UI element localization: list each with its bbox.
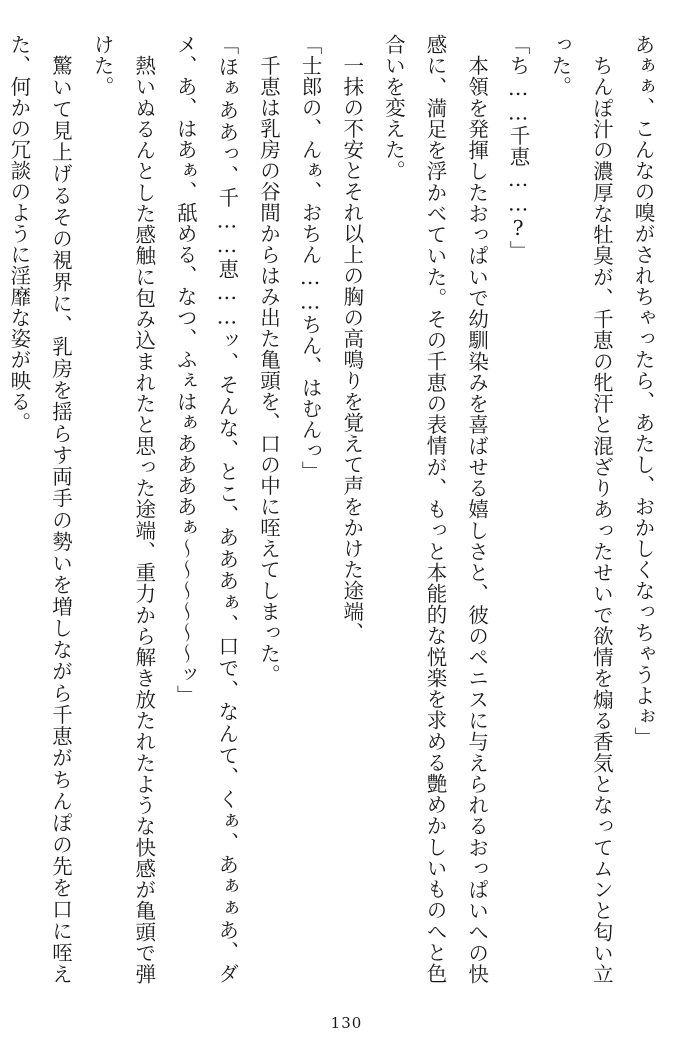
paragraph: 千恵は乳房の谷間からはみ出た亀頭を、口の中に咥えてしまった。 (256, 54, 281, 685)
paragraph: 驚いて見上げるその視界に、乳房を揺らす両手の勢いを増しながら千恵がちんぽの先を口に咥えた、何かの冗談のように淫靡な姿が映る。 (6, 34, 73, 985)
page-number: 130 (330, 1014, 363, 1032)
paragraph: 熱いぬるんとした感触に包み込まれたと思った途端、重力から解き放たれたような快感が亀頭で弾けた。 (90, 34, 156, 985)
paragraph: 「士郎の、んぁ、おちん……ちん、はむんっ」 (298, 34, 323, 482)
paragraph: ちんぽ汁の濃厚な牡臭が、千恵の牝汗と混ざりあったせいで欲情を煽る香気となってムンと匂い立った。 (547, 34, 614, 985)
vertical-text-body (6, 34, 663, 985)
paragraph: 本領を発揮したおっぱいで幼馴染みを喜ばせる嬉しさと、彼のペニスに与えられるおっぱいへの快感に、満足を浮かべていた。その千恵の表情が、もっと本能的な悦楽を求める艶めかしいものへと色合いを変えた。 (381, 34, 489, 985)
paragraph: 一抹の不安とそれ以上の胸の高鳴りを覚えて声をかけた途端、 (339, 54, 364, 643)
paragraph: 「ち……千恵……?」 (506, 34, 531, 262)
paragraph: あぁぁ、こんなの嗅がされちゃったら、あたし、おかしくなっちゃうよぉ」 (631, 34, 655, 748)
paragraph: 「ほぁああっ、千……恵……ッ、そんな、とこ、あああぁ、口で、なんて、くぁ、あぁぁあ、ダメ、あ、はあぁ、舐める、なつ、ふぇはぁああああぁ～～～～～～ッ」 (173, 34, 239, 984)
